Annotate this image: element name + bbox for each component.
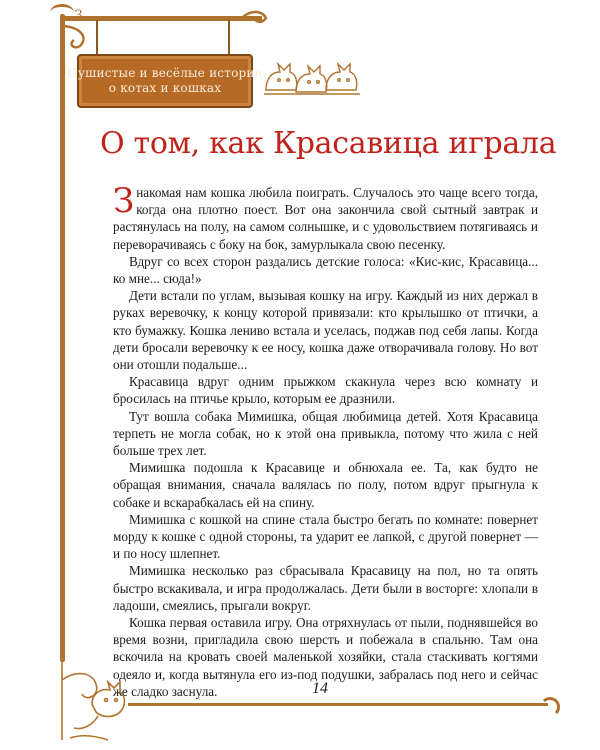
paragraph-8: Мимишка несколько раз сбрасывала Красавицу на пол, но та опять быстро вскакивала, и игра продолжалась. Дети были в восторге: хлопали в ладоши, смеялись, прыгали вокруг. (113, 563, 538, 613)
paragraph-3: Дети встали по углам, вызывая кошку на игру. Каждый из них держал в руках веревочку, к концу которой привязали: кто крылышко от птички, а кто бумажку. Кошка лениво встала и уселась, поджав под себя лапы. Когда дети бросали веревочку к ее носу, кошка даже отворачивала голову. Но вот они отошли подальше... (113, 288, 538, 373)
paragraph-7: Мимишка с кошкой на спине стала быстро бегать по комнате: повернет морду к кошке с одной стороны, та ударит ее лапкой, с другой повернет — и по носу шлепнет. (113, 511, 538, 562)
chapter-title: О том, как Красавица играла (100, 126, 557, 161)
story-text (113, 181, 538, 700)
series-sign (67, 54, 263, 108)
paragraph-1-text: накомая нам кошка любила поиграть. Случалось это чаще всего тогда, когда она плотно поест. Вот она закончила свой сытный завтрак и растянулась на полу, на самом солнышке, и с удовольствием потягиваясь и переворачиваясь с боку на бок, замурлыкала свою песенку. (113, 185, 538, 252)
paragraph-4: Красавица вдруг одним прыжком скакнула через всю комнату и бросилась на птичье крыло, которым ее дразнили. (113, 374, 538, 407)
cat-corner-illustration (52, 650, 142, 745)
bracket-scroll-ornament (62, 24, 92, 54)
sign-line-1: Пушистые и весёлые истории (67, 66, 263, 80)
kittens-illustration (262, 50, 362, 100)
drop-cap: З (113, 181, 135, 221)
paragraph-9: Кошка первая оставила игру. Она отряхнулась от пыли, поднявшейся во время возни, пригладила свою шерсть и побежала в спальню. Там она вскочила на кровать своей маленькой хозяйки, стала стаскивать когтями одеяло и, когда вытянула его из-под подушки, забралась под него и сейчас же сладко заснула. (113, 615, 538, 699)
paragraph-1 (113, 181, 538, 253)
paragraph-5: Тут вошла собака Мимишка, общая любимица детей. Хотя Красавица терпеть не могла собак, но к этой она привыкла, потому что жила с ней больше трех лет. (113, 408, 538, 459)
sign-line-2: о котах и кошках (108, 81, 222, 95)
page-number: 14 (312, 680, 328, 697)
sign-chain-left (96, 20, 98, 56)
footer-scroll-ornament (540, 697, 560, 717)
ornament-pole (60, 14, 65, 662)
corner-mark: 3 (74, 8, 83, 24)
footer-rule (128, 703, 548, 706)
ornament-beam (62, 16, 262, 21)
paragraph-2: Вдруг со всех сторон раздались детские голоса: «Кис-кис, Красавица... ко мне... сюда!» (113, 253, 538, 287)
beam-scroll-ornament (240, 10, 270, 26)
sign-chain-right (228, 20, 230, 56)
paragraph-6: Мимишка подошла к Красавице и обнюхала ее. Та, как будто не обращая внимания, сначала валялась по полу, потом вдруг прыгнула к собаке и вскарабкалась ей на спину. (113, 460, 538, 510)
